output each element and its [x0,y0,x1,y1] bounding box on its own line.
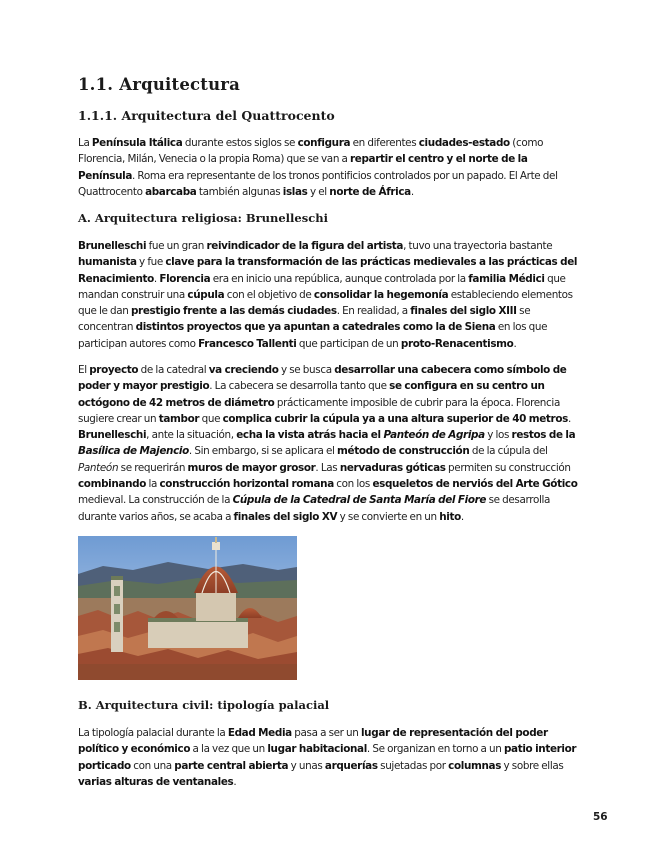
florence-cathedral-photo [78,536,297,680]
cathedral-illustration [78,536,297,680]
paragraph-civil: La tipología palacial durante la Edad Media pasa a ser un lugar de representación del poder político y económico a la vez que un lugar habitacional. Se organizan en torno a un patio interior porticado con una parte central abierta y unas arquerías sujetadas por columnas y sobre ellas varias alturas de ventanales. [78,727,577,788]
page-number: 56 [593,811,608,823]
paragraph-cathedral: El proyecto de la catedral va creciendo y se busca desarrollar una cabecera como símbolo de poder y mayor prestigio. La cabecera se desarrolla tanto que se configura en su centro un octógono de 42 metros de diámetro prácticamente imposible de cubrir para la época. Florencia sugiere crear un tambor que complica cubrir la cúpula ya a una altura superior de 40 metros. Brunelleschi, ante la situación, echa la vista atrás hacia el Panteón de Agripa y los restos de la Basílica de Majencio. Sin embargo, si se aplicara el método de construcción de la cúpula del Panteón se requerirán muros de mayor grosor. Las nervaduras góticas permiten su construcción combinando la construcción horizontal romana con los esqueletos de nerviós del Arte Gótico medieval. La construcción de la Cúpula de la Catedral de Santa María del Fiore se desarrolla durante varios años, se acaba a finales del siglo XV y se convierte en un hito. [78,364,578,523]
subsection-title: 1.1.1. Arquitectura del Quattrocento [78,108,335,123]
section-title: 1.1. Arquitectura [78,75,241,94]
heading-civil-architecture: B. Arquitectura civil: tipología palacial [78,698,330,712]
paragraph-brunelleschi: Brunelleschi fue un gran reivindicador de la figura del artista, tuvo una trayectoria bastante humanista y fue clave para la transformación de las prácticas medievales a las prácticas del Renacimiento. Florencia era en inicio una república, aunque controlada por la familia Médici que mandan construir una cúpula con el objetivo de consolidar la hegemonía estableciendo elementos que le dan prestigio frente a las demás ciudades. En realidad, a finales del siglo XIII se concentran distintos proyectos que ya apuntan a catedrales como la de Siena en los que participan autores como Francesco Tallenti que participan de un proto-Renacentismo. [78,240,578,350]
heading-religious-architecture: A. Arquitectura religiosa: Brunelleschi [78,211,328,225]
paragraph-intro: La Península Itálica durante estos siglos se configura en diferentes ciudades-estado (como Florencia, Milán, Venecia o la propia Roma) que se van a repartir el centro y el norte de la Península. Roma era representante de los tronos pontificios controlados por un papado. El Arte del Quattrocento abarcaba también algunas islas y el norte de África. [78,137,558,198]
